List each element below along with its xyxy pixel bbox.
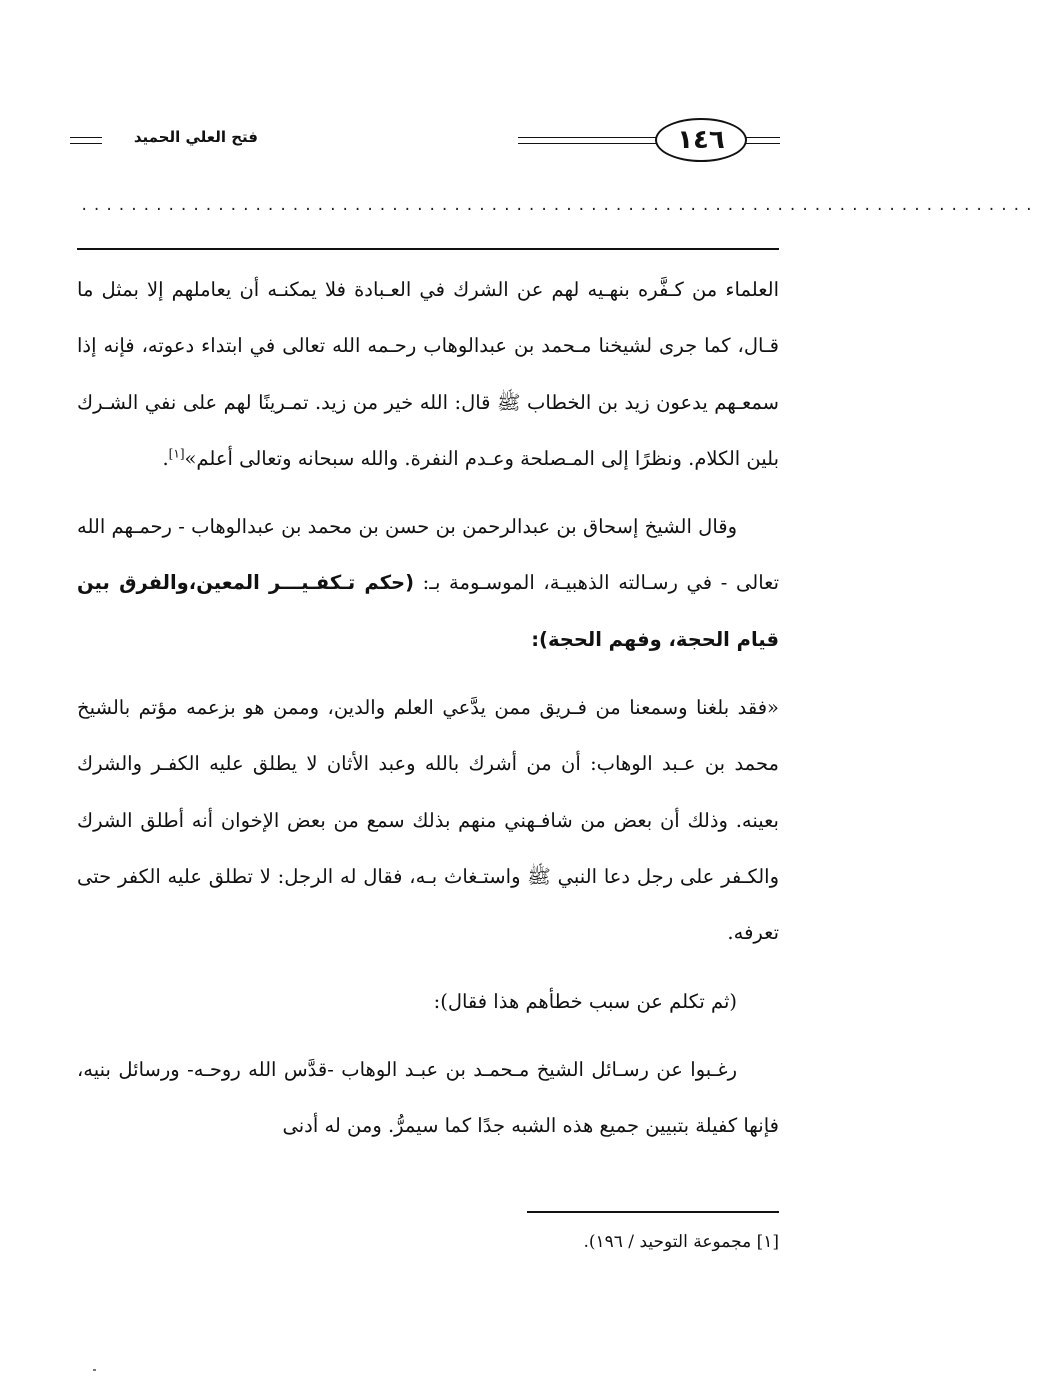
footnote-rule xyxy=(527,1211,779,1213)
scan-speck xyxy=(93,1369,96,1371)
dotted-separator: ............................................................................. xyxy=(80,198,1037,214)
paragraph-1-text: العلماء من كـفَّره بنهـيه لهم عن الشرك في العـبادة فلا يمكنـه أن يعاملهم إلا بمثل ما قـال، كما جرى لشيخنا مـحمد بن عبدالوهاب رحـمه الله تعالى في ابتداء دعوته، فإنه إذا سمعـهم يدعون زيد بن الخطاب ﷺ قال: الله خير من زيد. تمـرينًا لهم على نفي الشـرك بلين الكلام. ونظرًا إلى المـصلحة وعـدم النفرة. والله سبحانه وتعالى أعلم» xyxy=(77,278,779,470)
paragraph-5: رغـبوا عن رسـائل الشيخ مـحمـد بن عبـد الوهاب -قدَّس الله روحـه- ورسائل بنيه، فإنها كفيلة بتبيين جميع هذه الشبه جدًا كما سيمرُّ. ومن له أدنى xyxy=(77,1057,779,1138)
paragraph-2-text: وقال الشيخ إسحاق بن عبدالرحمن بن حسن بن محمد بن عبدالوهاب - رحمـهم الله تعالى - في رسـالته الذهبيـة، الموسـومة بـ: xyxy=(77,515,779,595)
header-divider xyxy=(77,248,779,250)
treatise-title: (حكم تـكفـيـــر المعين،والفرق بين قيام الحجة، وفهم الحجة): xyxy=(77,571,779,651)
header-rule-left xyxy=(70,137,102,138)
header-rule-left xyxy=(70,143,102,144)
paragraph-1-end: . xyxy=(162,446,169,470)
footnote: [١] مجموعة التوحيد / ١٩٦). xyxy=(583,1232,779,1252)
running-title: فتح العلي الحميد xyxy=(133,128,258,146)
footnote-ref: [١] xyxy=(168,446,185,461)
page-number: ١٤٦ xyxy=(655,118,747,162)
page-body xyxy=(77,262,779,1154)
paragraph-1 xyxy=(77,262,779,487)
paragraph-2 xyxy=(77,499,779,668)
paragraph-3: «فقد بلغنا وسمعنا من فـريق ممن يدَّعي العلم والدين، وممن هو بزعمه مؤتم بالشيخ محمد بن عـبد الوهاب: أن من أشرك بالله وعبد الأثان لا يطلق عليه الكفـر والشرك بعينه. وذلك أن بعض من شافـهني منهم بذلك سمع من بعض الإخوان أنه أطلق الشرك والكـفر على رجل دعا النبي ﷺ واستـغاث بـه، فقال له الرجل: لا تطلق عليه الكفر حتى تعرفه. xyxy=(77,696,779,945)
paragraph-4: (ثم تكلم عن سبب خطأهم هذا فقال): xyxy=(433,989,737,1013)
